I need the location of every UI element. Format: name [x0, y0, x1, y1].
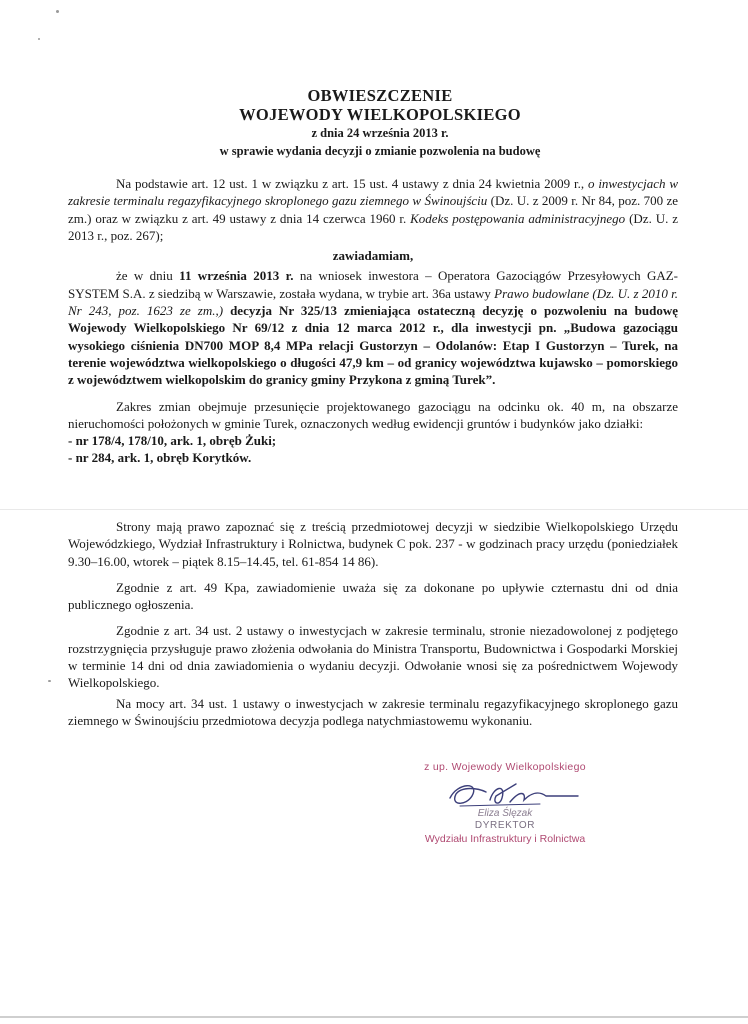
title-subject: w sprawie wydania decyzji o zmianie pozwolenia na budowę [219, 144, 541, 158]
paragraph-access: Strony mają prawo zapoznać się z treścią przedmiotowej decyzji w siedzibie Wielkopolskiego Urzędu Wojewódzkiego, Wydział Infrastruktury i Rolnictwa, budynek C pok. 237 - w godzinach pracy urzędu (poniedziałek 9.30–16.00, wtorek – piątek 8.15–14.45, tel. 61-854 14 86). [68, 519, 678, 569]
notify-heading: zawiadamiam, [332, 248, 414, 264]
paragraph-legal-basis [68, 175, 678, 244]
scan-speck [56, 10, 59, 13]
paper-edge [0, 1016, 748, 1018]
paragraph-decision [68, 267, 678, 388]
paragraph-delivery: Zgodnie z art. 49 Kpa, zawiadomienie uważa się za dokonane po upływie czternastu dni od dnia publicznego ogłoszenia. [68, 579, 678, 613]
paragraph-scope: Zakres zmian obejmuje przesunięcie projektowanego gazociągu na odcinku ok. 40 m, na obszarze nieruchomości położonych w gminie Turek, oznaczonych według ewidencji gruntów i budynków jako działki: [68, 398, 678, 431]
parcel-list-item: - nr 284, ark. 1, obręb Korytków. [68, 450, 252, 466]
stamp-authority: z up. Wojewody Wielkopolskiego [424, 761, 586, 773]
title-date: z dnia 24 września 2013 r. [311, 126, 449, 140]
text-run: na wniosek inwestora – Operatora Gazociągów Przesyłowych GAZ-SYSTEM S.A. z siedzibą w Warszawie, została wydana, w trybie art. 36a ustawy [68, 268, 678, 301]
text-run: że w dniu [116, 268, 180, 284]
main-body [68, 175, 678, 467]
title-voivode: WOJEWODY WIELKOPOLSKIEGO [239, 105, 521, 124]
text-run-bold: decyzja Nr 325/13 zmieniająca ostateczną decyzję o pozwoleniu na budowę Wojewody Wielkopolskiego Nr 69/12 z dnia 12 marca 2012 r., dla inwestycji pn. „Budowa gazociągu wysokiego ciśnienia DN700 MOP 8,4 MPa relacji Gustorzyn – Odolanów: Etap I Gustorzyn – Turek, na terenie województwa wielkopolskiego o długości 47,9 km – od granicy województwa kujawsko – pomorskiego z województwem wielkopolskim do granicy gminy Przykona z gminą Turek”. [68, 303, 678, 388]
paragraph-enforcement: Na mocy art. 34 ust. 1 ustawy o inwestycjach w zakresie terminalu regazyfikacyjnego skroplonego gazu ziemnego w Świnoujściu przedmiotowa decyzja podlega natychmiastowemu wykonaniu. [68, 695, 678, 728]
stamp-signer-name: Eliza Ślęzak [477, 808, 533, 819]
document-header [60, 86, 700, 160]
text-run: Na podstawie art. 12 ust. 1 w związku z art. 15 ust. 4 ustawy z dnia 24 kwietnia 2009 r., [116, 176, 588, 191]
text-run-bold: 11 września 2013 r. [179, 268, 294, 284]
stamp-signer-role: DYREKTOR [474, 820, 536, 831]
text-run-italic: o inwestycjach w zakresie terminalu regazyfikacyjnego skroplonego gazu ziemnego w Świnoujściu [68, 176, 678, 209]
text-run-italic: Prawo budowlane (Dz. U. z 2010 r. Nr 243, poz. 1623 ze zm.,) [68, 285, 678, 319]
text-run: (Dz. U. z 2013 r., poz. 267); [68, 210, 679, 243]
fold-line [0, 509, 748, 510]
stamp-department: Wydziału Infrastruktury i Rolnictwa [424, 833, 586, 845]
parcel-list-item: - nr 178/4, 178/10, ark. 1, obręb Żuki; [68, 433, 277, 449]
paragraph-appeal: Zgodnie z art. 34 ust. 2 ustawy o inwestycjach w zakresie terminalu, stronie niezadowolonej z podjętego rozstrzygnięcia przysługuje prawo złożenia odwołania do Ministra Transportu, Budownictwa i Gospodarki Morskiej w terminie 14 dni od dnia zawiadomienia o wydaniu decyzji. Odwołanie wnosi się za pośrednictwem Wojewody Wielkopolskiego. [68, 623, 678, 691]
text-run-italic: Kodeks postępowania administracyjnego [410, 210, 626, 226]
scan-speck [38, 38, 40, 40]
title-announcement: OBWIESZCZENIE [307, 86, 453, 105]
scan-speck [48, 680, 51, 682]
text-run: (Dz. U. z 2009 r. Nr 84, poz. 700 ze zm.) oraz w związku z art. 49 ustawy z dnia 14 czerwca 1960 r. [68, 193, 678, 226]
official-stamp [395, 760, 615, 846]
secondary-body [68, 518, 678, 729]
